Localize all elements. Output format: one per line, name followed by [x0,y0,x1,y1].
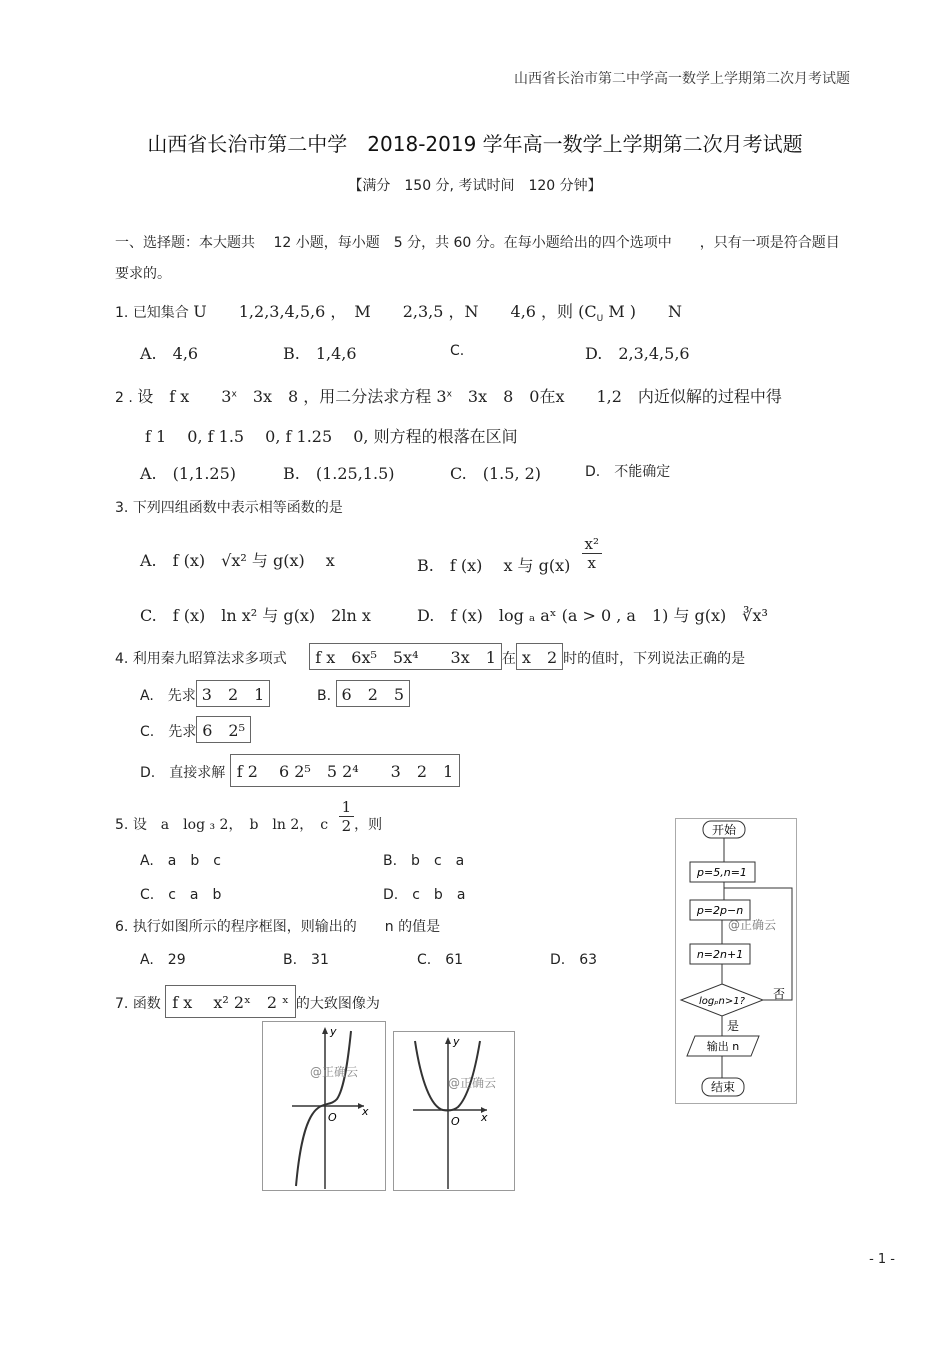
q4-text1: 利用秦九昭算法求多项式 [132,651,287,667]
q1-prefix: 已知集合 [132,305,189,321]
graph-b-frame [394,1032,515,1191]
score-time-note: 【满分 150 分, 考试时间 120 分钟】 [348,178,602,194]
q5-option-a: A. a b c [140,853,221,869]
q2-text2: 3x 8 ，用二分法求方程 3 [236,387,447,406]
q3-number: 3. [115,500,129,516]
q2-sup1: x [231,389,237,400]
q6-option-d: D. 63 [550,952,598,968]
graph-b-watermark: @正确云 [448,1076,497,1090]
q4-polynomial-box: f x 6x⁵ 5x⁴ 3x 1 [309,643,502,670]
q5-number: 5. [115,816,129,833]
q1-math2: M ) N [603,302,683,321]
q6-option-c: C. 61 [417,952,464,968]
q1-option-b: B. 1,4,6 [283,344,357,363]
q4-option-a-label: A. 先求 [140,688,196,704]
q3-option-c: C. f (x) ln x² 与 g(x) 2ln x [140,606,371,625]
q2-line2: f 1 0, f 1.5 0, f 1.25 0, 则方程的根落在区间 [145,427,518,446]
q7-text2: 的大致图像为 [295,996,380,1012]
graph-a-origin-label: O [328,1111,337,1124]
graph-option-b [393,1031,515,1191]
q3-text: 下列四组函数中表示相等函数的是 [132,500,343,516]
page-number: - 1 - [869,1252,895,1267]
q4-option-a [140,680,270,707]
q3-option-a: A. f (x) √x² 与 g(x) x [140,551,335,570]
q1-sub: U [596,313,604,324]
flowchart-step1-label: p=2p−n [696,904,744,917]
running-header: 山西省长治市第二中学高一数学上学期第二次月考试题 [514,71,850,87]
q4-option-b-box: 6 2 5 [336,680,411,707]
q7-function-box: f x x² 2ˣ 2 ˣ [165,985,296,1018]
q5-option-b: B. b c a [383,853,465,869]
question-4 [115,643,745,670]
q2-text3: 3x 8 0在x 1,2 内近似解的过程中得 [451,387,782,406]
question-2 [115,384,782,407]
q4-option-a-box: 3 2 1 [196,680,271,707]
graph-option-a [262,1021,386,1191]
q3-option-b-numerator: x² [582,535,602,554]
flowchart [675,818,797,1104]
graph-a-y-label: y [330,1025,337,1038]
q4-option-c-label: C. 先求 [140,724,197,740]
q1-option-c: C. [450,343,465,359]
flowchart-decision-label: logₚn>1? [699,996,745,1007]
graph-b-origin-label: O [451,1115,460,1128]
flowchart-start-label: 开始 [711,823,737,837]
q5-option-d: D. c b a [383,887,466,903]
q3-option-d: D. f (x) log ₐ aˣ (a > 0 , a 1) 与 g(x) ∛x³ [417,606,768,625]
q4-text2: 在 [501,651,516,667]
q5-option-c: C. c a b [140,887,222,903]
q4-option-d-box: f 2 6 2⁵ 5 2⁴ 3 2 1 [230,754,461,787]
question-3 [115,497,343,517]
q2-text1: 设 f x 3 [137,387,232,406]
q6-number: 6. [115,919,129,935]
q5-fraction-numerator: 1 [339,798,355,817]
q4-x-box: x 2 [516,643,563,670]
q5-fraction [339,798,355,835]
flowchart-step2-label: n=2n+1 [696,948,744,961]
question-1 [115,299,682,324]
flowchart-end-label: 结束 [710,1080,736,1094]
q1-number: 1. [115,305,129,321]
graph-b-y-label: y [453,1035,460,1048]
q6-option-a: A. 29 [140,952,186,968]
q6-option-b: B. 31 [283,952,329,968]
section-intro-line1: 一、选择题：本大题共 12 小题，每小题 5 分，共 60 分。在每小题给出的四个选项中 ，只有一项是符合题目 [115,235,840,251]
q6-text: 执行如图所示的程序框图，则输出的 n 的值是 [132,919,441,935]
page-title: 山西省长治市第二中学 2018-2019 学年高一数学上学期第二次月考试题 [147,132,803,156]
q4-option-b-label: B. [317,688,332,704]
q1-option-a: A. 4,6 [140,344,199,363]
q3-option-b-denominator: x [587,554,596,572]
flowchart-init-label: p=5,n=1 [697,866,747,879]
question-6 [115,916,440,936]
q4-option-c [140,716,251,743]
q2-option-b: B. (1.25,1.5) [283,464,395,483]
q1-math: U 1,2,3,4,5,6 ， M 2,3,5 ，N 4,6 ，则 (C [193,302,597,321]
flowchart-yes-label: 是 [727,1019,740,1033]
q5-text: 设 a log ₃ 2， b ln 2， c [132,816,329,833]
question-5 [115,798,382,835]
section-intro-line2: 要求的。 [115,266,171,282]
q4-option-b [317,680,410,707]
q4-option-d-label: D. 直接求解 [140,765,226,781]
q7-number: 7. [115,996,129,1012]
q4-text3: 时的值时，下列说法正确的是 [563,651,746,667]
graph-b-x-label: x [481,1111,488,1124]
question-7 [115,985,380,1018]
flowchart-no-label: 否 [773,987,786,1001]
q3-option-b-left: B. f (x) x 与 g(x) [417,556,571,575]
q2-option-c: C. (1.5, 2) [450,464,542,483]
q3-option-b-fraction [582,535,602,572]
q2-option-a: A. (1,1.25) [140,464,237,483]
graph-a-watermark: @正确云 [310,1065,359,1079]
q3-option-b [417,535,602,575]
q2-sup2: x [446,389,452,400]
q5-fraction-denominator: 2 [341,817,352,835]
q2-number: 2 . [115,390,133,406]
flowchart-output-label: 输出 n [706,1040,740,1053]
q1-option-d: D. 2,3,4,5,6 [585,344,690,363]
q4-number: 4. [115,651,129,667]
q5-tail: ，则 [354,816,383,833]
graph-a-x-label: x [362,1105,369,1118]
flowchart-watermark: @正确云 [728,918,777,932]
q2-option-d: D. 不能确定 [585,464,671,480]
q4-option-c-box: 6 2⁵ [196,716,251,743]
q7-text1: 函数 [132,996,161,1012]
q4-option-d [140,754,460,787]
